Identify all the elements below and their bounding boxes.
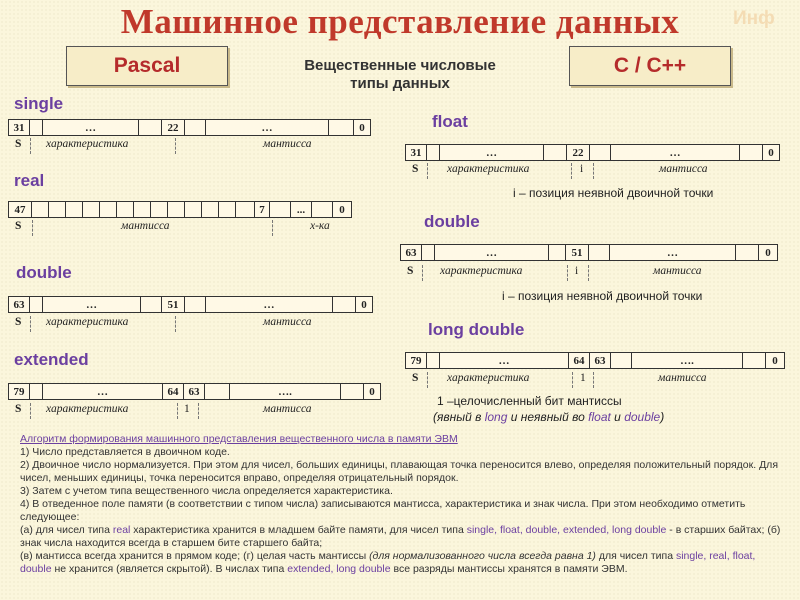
real-heading: real xyxy=(14,171,45,190)
bit-cell: … xyxy=(42,119,139,136)
bit-cell xyxy=(588,244,610,261)
bit-cell xyxy=(742,352,766,369)
float-label-row xyxy=(405,163,790,179)
sign-label: S xyxy=(15,316,22,328)
bit-cell xyxy=(184,119,206,136)
note-text: (явный в xyxy=(433,410,485,424)
double-c-note: i – позиция неявной двоичной точки xyxy=(502,289,703,303)
characteristic-label: х-ка xyxy=(310,220,330,232)
text: все разряды мантиссы хранятся в памяти ЭВМ. xyxy=(390,563,628,575)
sign-label: S xyxy=(412,372,419,384)
characteristic-label: характеристика xyxy=(447,163,530,175)
point-position-label: i xyxy=(575,265,579,277)
characteristic-label: характеристика xyxy=(447,372,530,384)
subtitle xyxy=(250,57,550,93)
bit-cell xyxy=(735,244,759,261)
type-keyword: extended, long double xyxy=(287,563,391,575)
type-keyword: double xyxy=(624,410,661,424)
single-heading: single xyxy=(14,94,64,113)
divider xyxy=(572,372,573,388)
bit-cell: … xyxy=(205,119,329,136)
extended-heading: extended xyxy=(14,350,89,369)
bit-cell xyxy=(426,144,440,161)
bit-cell xyxy=(150,201,168,218)
bit-cell: 47 xyxy=(8,201,32,218)
bit-cell: 79 xyxy=(8,383,30,400)
divider xyxy=(177,403,178,419)
bit-cell xyxy=(218,201,236,218)
divider xyxy=(422,265,423,281)
divider xyxy=(30,403,31,419)
extended-label-row xyxy=(8,403,388,419)
bit-cell: 63 xyxy=(589,352,611,369)
single-bit-row xyxy=(8,119,371,136)
float-bit-row xyxy=(405,144,780,161)
bit-cell xyxy=(116,201,134,218)
characteristic-label: характеристика xyxy=(46,316,129,328)
bit-cell xyxy=(739,144,763,161)
sign-label: S xyxy=(412,163,419,175)
subtitle-line-2: типы данных xyxy=(350,75,450,92)
real-bit-row xyxy=(8,201,352,218)
divider xyxy=(32,220,33,236)
note-text: и xyxy=(610,410,625,424)
integer-bit-label: 1 xyxy=(580,372,586,384)
divider xyxy=(427,163,428,179)
bit-cell xyxy=(133,201,151,218)
bit-cell: … xyxy=(205,296,333,313)
algorithm-step: 3) Затем с учетом типа вещественного числа определяется характеристика. xyxy=(20,485,393,497)
bit-cell: 0 xyxy=(765,352,785,369)
double-heading: double xyxy=(16,263,72,282)
long-double-label-row xyxy=(405,372,790,388)
bit-cell xyxy=(426,352,440,369)
divider xyxy=(175,138,176,154)
characteristic-label: характеристика xyxy=(440,265,523,277)
mantissa-label: мантисса xyxy=(263,138,312,150)
text: (в) мантисса всегда хранится в прямом коде; (г) целая часть мантиссы xyxy=(20,550,370,562)
bit-cell xyxy=(340,383,364,400)
bit-cell xyxy=(311,201,333,218)
divider xyxy=(30,138,31,154)
characteristic-label: характеристика xyxy=(46,403,129,415)
bit-cell xyxy=(204,383,230,400)
double-c-heading: double xyxy=(424,212,480,231)
page-title: Машинное представление данных xyxy=(120,2,680,41)
sign-label: S xyxy=(15,220,22,232)
bit-cell xyxy=(332,296,356,313)
algorithm-step: 1) Число представляется в двоичном коде. xyxy=(20,446,230,458)
bit-cell xyxy=(82,201,100,218)
pascal-label-box xyxy=(66,46,228,86)
bit-cell: 51 xyxy=(161,296,185,313)
bit-cell xyxy=(543,144,567,161)
single-label-row xyxy=(8,138,388,154)
bit-cell: … xyxy=(610,144,740,161)
bit-cell xyxy=(421,244,435,261)
note-text: ) xyxy=(660,410,665,424)
bit-cell: 0 xyxy=(758,244,778,261)
text: не хранится (является скрытой). В числах типа xyxy=(51,563,288,575)
bit-cell xyxy=(29,383,43,400)
bit-cell: 0 xyxy=(355,296,373,313)
text: характеристика хранится в младшем байте памяти, для чисел типа xyxy=(130,524,467,536)
bit-cell: 64 xyxy=(162,383,184,400)
note-text: и неявный во xyxy=(507,410,589,424)
double-bit-row xyxy=(8,296,373,313)
bit-cell xyxy=(65,201,83,218)
bit-cell xyxy=(140,296,162,313)
text: - в старших байтах; (б) знак числа находится всегда в старшем бите старшего байта; xyxy=(20,524,781,549)
long-double-bit-row xyxy=(405,352,785,369)
bit-cell: … xyxy=(434,244,549,261)
bit-cell: 0 xyxy=(332,201,352,218)
bit-cell: … xyxy=(42,296,141,313)
bit-cell xyxy=(589,144,611,161)
algorithm-section xyxy=(20,433,788,576)
pascal-label: Pascal xyxy=(113,54,181,77)
double-label-row xyxy=(8,316,388,332)
type-keyword: real xyxy=(112,524,131,536)
sign-label: S xyxy=(407,265,414,277)
float-note: i – позиция неявной двоичной точки xyxy=(513,186,714,200)
bit-cell xyxy=(48,201,66,218)
double-c-label-row xyxy=(400,265,785,281)
bit-cell xyxy=(167,201,185,218)
bit-cell: 31 xyxy=(8,119,30,136)
algorithm-title: Алгоритм формирования машинного представления вещественного числа в памяти ЭВМ xyxy=(20,433,458,445)
extended-bit-row xyxy=(8,383,381,400)
double-c-bit-row xyxy=(400,244,778,261)
bit-cell xyxy=(201,201,219,218)
mantissa-label: мантисса xyxy=(263,316,312,328)
bit-cell: 51 xyxy=(565,244,589,261)
long-double-note-1: 1 –целочисленный бит мантиссы xyxy=(437,394,622,408)
bit-cell: … xyxy=(439,352,569,369)
divider xyxy=(30,316,31,332)
bit-cell: … xyxy=(609,244,736,261)
bit-cell: …. xyxy=(631,352,743,369)
bit-cell: … xyxy=(439,144,544,161)
type-keyword: long xyxy=(484,410,508,424)
type-keyword: single, float, double, extended, long double xyxy=(466,524,667,536)
c-label: C / C++ xyxy=(613,54,687,77)
mantissa-label: мантисса xyxy=(121,220,170,232)
subject-badge: Инф xyxy=(733,8,775,29)
divider xyxy=(593,372,594,388)
divider xyxy=(588,265,589,281)
bit-cell: 79 xyxy=(405,352,427,369)
divider xyxy=(567,265,568,281)
bit-cell xyxy=(184,296,206,313)
mantissa-label: мантисса xyxy=(263,403,312,415)
algorithm-step xyxy=(20,550,788,576)
bit-cell xyxy=(29,119,43,136)
italic-text: (для нормализованного числа всегда равна 1) xyxy=(369,550,596,562)
bit-cell xyxy=(138,119,162,136)
integer-bit-label: 1 xyxy=(184,403,190,415)
long-double-heading: long double xyxy=(428,320,525,339)
algorithm-step xyxy=(20,524,788,550)
bit-cell xyxy=(31,201,49,218)
sign-label: S xyxy=(15,138,22,150)
bit-cell: 63 xyxy=(183,383,205,400)
mantissa-label: мантисса xyxy=(658,372,707,384)
bit-cell: 63 xyxy=(400,244,422,261)
algorithm-step: 4) В отведенное поле памяти (в соответствии с типом числа) записываются мантисса, характеристика и знак числа. При этом необходимо отметить следующее: xyxy=(20,498,746,523)
bit-cell xyxy=(235,201,255,218)
mantissa-label: мантисса xyxy=(653,265,702,277)
bit-cell: 22 xyxy=(566,144,590,161)
divider xyxy=(427,372,428,388)
type-keyword: float xyxy=(588,410,611,424)
bit-cell: 64 xyxy=(568,352,590,369)
text: (а) для чисел типа xyxy=(20,524,113,536)
bit-cell xyxy=(328,119,354,136)
bit-cell xyxy=(269,201,291,218)
divider xyxy=(198,403,199,419)
algorithm-step: 2) Двоичное число нормализуется. При этом для чисел, больших единицы, плавающая точка переносится влево, определяя положительный порядок. Для чисел, меньших единицы, точка переносится вправо, определяя отрицательный порядок. xyxy=(20,459,778,484)
divider xyxy=(272,220,273,236)
c-label-box xyxy=(569,46,731,86)
type-keyword: single, real, float, double xyxy=(20,550,756,575)
long-double-note-2 xyxy=(433,410,664,424)
real-label-row xyxy=(8,220,388,236)
bit-cell: …. xyxy=(229,383,341,400)
bit-cell: ... xyxy=(290,201,312,218)
divider xyxy=(175,316,176,332)
bit-cell: 22 xyxy=(161,119,185,136)
bit-cell: 31 xyxy=(405,144,427,161)
mantissa-label: мантисса xyxy=(659,163,708,175)
bit-cell: 63 xyxy=(8,296,30,313)
bit-cell: 0 xyxy=(353,119,371,136)
characteristic-label: характеристика xyxy=(46,138,129,150)
subtitle-line-1: Вещественные числовые xyxy=(304,57,496,74)
point-position-label: i xyxy=(580,163,584,175)
bit-cell: 7 xyxy=(254,201,270,218)
bit-cell xyxy=(610,352,632,369)
divider xyxy=(593,163,594,179)
bit-cell xyxy=(548,244,566,261)
bit-cell xyxy=(29,296,43,313)
divider xyxy=(571,163,572,179)
bit-cell xyxy=(99,201,117,218)
bit-cell: 0 xyxy=(762,144,780,161)
bit-cell: 0 xyxy=(363,383,381,400)
bit-cell xyxy=(184,201,202,218)
float-heading: float xyxy=(432,112,468,131)
bit-cell: … xyxy=(42,383,163,400)
sign-label: S xyxy=(15,403,22,415)
text: для чисел типа xyxy=(595,550,676,562)
